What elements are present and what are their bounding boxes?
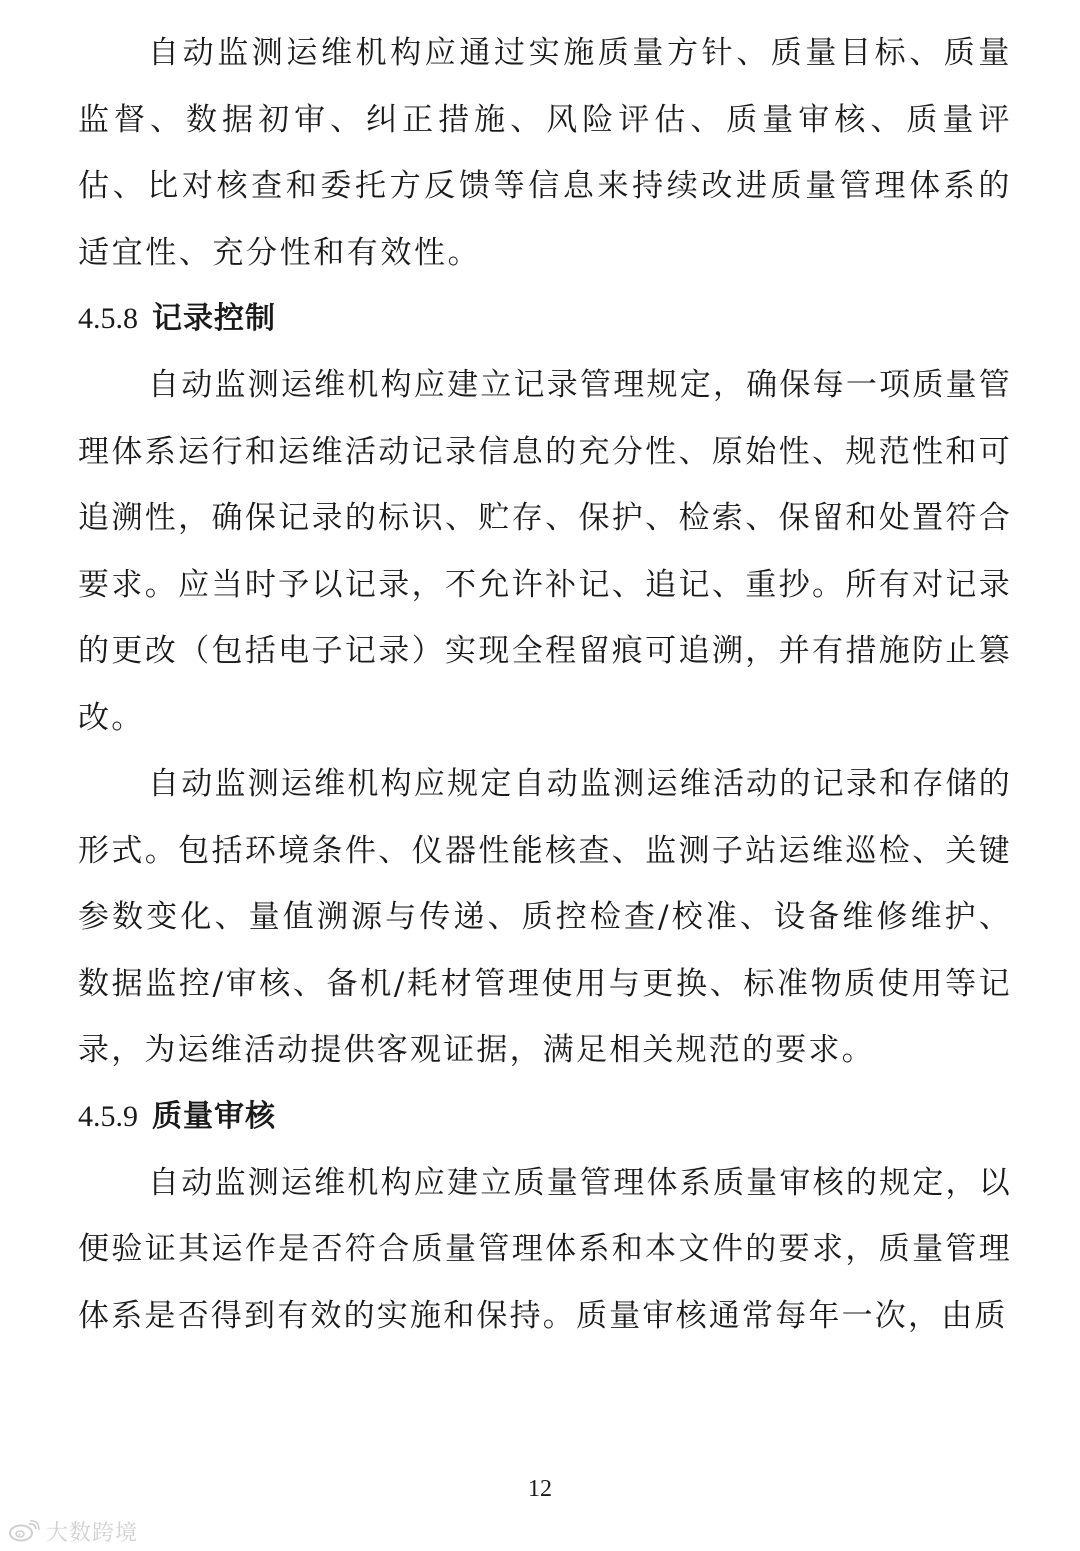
watermark-text: 大数跨境 xyxy=(46,1520,139,1546)
document-page xyxy=(78,20,1012,1349)
paragraph-record-forms: 自动监测运维机构应规定自动监测运维活动的记录和存储的形式。包括环境条件、仪器性能核查、监测子站运维巡检、关键参数变化、量值溯源与传递、质控检查/校准、设备维修维护、数据监控/审核、备机/耗材管理使用与更换、标准物质使用等记录，为运维活动提供客观证据，满足相关规范的要求。 xyxy=(78,766,1012,1068)
paragraph-quality-improvement: 自动监测运维机构应通过实施质量方针、质量目标、质量监督、数据初审、纠正措施、风险评估、质量审核、质量评估、比对核查和委托方反馈等信息来持续改进质量管理体系的适宜性、充分性和有效性。 xyxy=(78,35,1012,271)
section-heading-4-5-9 xyxy=(78,1084,1012,1150)
page-number: 12 xyxy=(528,1476,552,1502)
weibo-logo-icon xyxy=(8,1520,40,1542)
section-heading-4-5-8 xyxy=(78,286,1012,352)
paragraph-quality-audit: 自动监测运维机构应建立质量管理体系质量审核的规定，以便验证其运作是否符合质量管理体系和本文件的要求，质量管理体系是否得到有效的实施和保持。质量审核通常每年一次，由质 xyxy=(78,1164,1012,1334)
section-number: 4.5.9 xyxy=(78,1099,138,1133)
section-title: 记录控制 xyxy=(152,301,276,336)
watermark xyxy=(8,1516,138,1546)
section-title: 质量审核 xyxy=(152,1098,276,1134)
section-number: 4.5.8 xyxy=(78,302,138,335)
paragraph-record-management: 自动监测运维机构应建立记录管理规定，确保每一项质量管理体系运行和运维活动记录信息的充分性、原始性、规范性和可追溯性，确保记录的标识、贮存、保护、检索、保留和处置符合要求。应当时予以记录，不允许补记、追记、重抄。所有对记录的更改（包括电子记录）实现全程留痕可追溯，并有措施防止篡改。 xyxy=(78,367,1012,736)
